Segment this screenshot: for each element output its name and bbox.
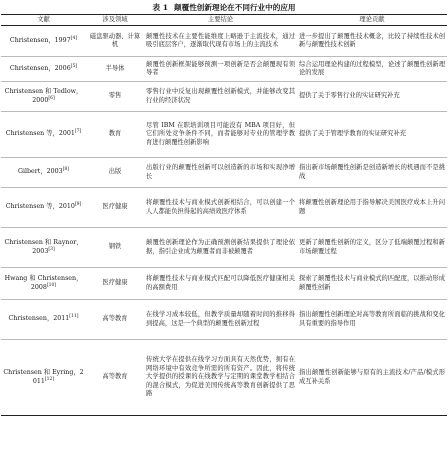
header-field: 涉及领域 [102, 15, 128, 23]
field-cell: 高等教育 [102, 373, 128, 381]
contribution-cell: 进一步提出了颠覆性技术概念，比较了持续性技术创新与颠覆性技术创新 [299, 32, 445, 48]
header-contribution: 理论贡献 [359, 15, 385, 23]
author-cell [1, 228, 86, 268]
theory-application-table [1, 14, 447, 416]
contribution-cell: 将颠覆性创新理论用于指导解决美国医疗成本上升问题 [299, 199, 445, 215]
field-cell: 半导体 [105, 64, 125, 72]
conclusion-cell: 尽管 IBM 在职培训项目可能没有 MBA 项目好，但它们所处竞争条件不同，而者能够对专业的管理学教育进行颠覆性创新影响 [146, 121, 295, 146]
field-cell: 钢铁 [108, 243, 122, 251]
reference-mark: [5] [70, 63, 78, 69]
conclusion-cell: 传统大学在提供在线学习方面具有天然优势，拥有在网络环境中有效竞争所需的所有资产。因此，将传统大学提供的授课的在线教学与定期的课堂教学相结合的混合模式，为促进美国传统高等教育创新提供了思路 [146, 356, 295, 398]
table-caption [0, 3, 448, 13]
contribution-cell: 探索了颠覆性技术与商业模式的匹配度，以推动形成颠覆性创新 [299, 275, 445, 291]
conclusion-cell: 将颠覆性技术与商业模式创新相结合，可以创建一个人人都能负担得起的高绩效医疗体系 [146, 199, 295, 215]
field-cell: 高等教育 [102, 315, 128, 323]
author-text: Gilbert，2003 [17, 168, 63, 176]
author-text: Christensen 和 Tedlow，2000 [4, 88, 83, 104]
author-cell [1, 158, 86, 188]
field-cell: 磁盘驱动器、计算机 [89, 32, 141, 48]
conclusion-cell: 颠覆性创新框架能够预测一项创新是否会颠覆现有领导者 [146, 60, 295, 76]
table-row [1, 300, 447, 340]
conclusion-cell: 在线学习成本较低，但教学质量却随着时间的推移得到提高，这是一个典型的颠覆性创新过程 [146, 311, 295, 327]
contribution-cell: 提供了关于零售行业的实证研究补充 [299, 92, 400, 100]
table-row [1, 112, 447, 158]
conclusion-cell: 将颠覆性技术与商业模式匹配可以降低医疗健康相关的高额费用 [146, 275, 295, 291]
field-cell: 零售 [108, 92, 122, 100]
author-text: Christensen，2011 [8, 315, 70, 323]
table-row [1, 82, 447, 112]
table-row [1, 158, 447, 188]
table-title: 颠覆性创新理论在不同行业中的应用 [174, 3, 296, 12]
conclusion-cell: 颠覆性技术在主要性能维度上略逊于主流技术，通过吸引底层客户，逐渐取代现有市场上的主流技术 [146, 32, 295, 48]
author-cell [1, 112, 86, 158]
table-number: 表 1 [152, 3, 169, 12]
author-text: Hwang 和 Christensen，2008 [4, 275, 83, 291]
reference-mark: [10] [46, 282, 57, 288]
field-cell: 医疗健康 [102, 279, 128, 287]
reference-mark: [4] [70, 35, 78, 41]
author-text: Christensen 和 Raynor，2003 [4, 239, 83, 255]
field-cell: 教育 [108, 130, 122, 138]
contribution-cell: 指出新市场颠覆性创新是创造新增长的机遇而不是挑战 [299, 164, 445, 180]
author-text: Christensen，2006 [9, 64, 71, 72]
conclusion-cell: 零售行业中反复出现颠覆性创新模式，并能够改变其行业的经济状况 [146, 88, 295, 104]
author-text: Christensen 和 Eyring，2011 [3, 369, 84, 385]
author-text: Christensen，1997 [9, 36, 71, 44]
contribution-cell: 提供了关于管理学教育的实证研究补充 [299, 130, 407, 138]
table-header-row [1, 15, 447, 26]
reference-mark: [12] [44, 376, 55, 382]
reference-mark: [3] [48, 246, 55, 252]
author-cell [1, 268, 86, 300]
reference-mark: [9] [74, 202, 82, 208]
table-row [1, 228, 447, 268]
table-row [1, 188, 447, 228]
table-row [1, 26, 447, 57]
table-row [1, 57, 447, 82]
contribution-cell: 指出颠覆性创新能够与原有的主流技术/产品/模式形成互补关系 [299, 369, 445, 385]
header-literature: 文献 [37, 15, 50, 23]
conclusion-cell: 颠覆性创新理论作为正确预测创新结果提供了理论依据，指引企业成为颠覆者而非被颠覆者 [146, 239, 295, 255]
reference-mark: [11] [69, 314, 79, 320]
reference-mark: [8] [62, 167, 70, 173]
contribution-cell: 指出颠覆性创新理论对高等教育所面临的挑战和变化具有重要的指导作用 [299, 311, 445, 327]
table-row [1, 268, 447, 300]
field-cell: 医疗健康 [102, 203, 128, 211]
table-row [1, 340, 447, 416]
author-cell [1, 188, 86, 228]
author-cell [1, 340, 86, 416]
header-conclusion: 主要结论 [207, 15, 234, 23]
author-text: Christensen 等，2001 [5, 130, 75, 138]
reference-mark: [7] [74, 129, 82, 135]
author-cell [1, 57, 86, 82]
author-text: Christensen 等，2010 [5, 203, 75, 211]
field-cell: 出版 [108, 168, 122, 176]
author-cell [1, 82, 86, 112]
reference-mark: [6] [48, 95, 55, 101]
author-cell [1, 300, 86, 340]
contribution-cell: 综合运用理论构建的过程模型，论述了颠覆性创新理论的发展 [299, 60, 445, 76]
conclusion-cell: 出版行业的颠覆性创新可以创造新的市场和实现净增长 [146, 164, 295, 180]
contribution-cell: 更新了颠覆性创新的定义，区分了低端颠覆过程和新市场颠覆过程 [299, 239, 445, 255]
author-cell [1, 26, 86, 57]
